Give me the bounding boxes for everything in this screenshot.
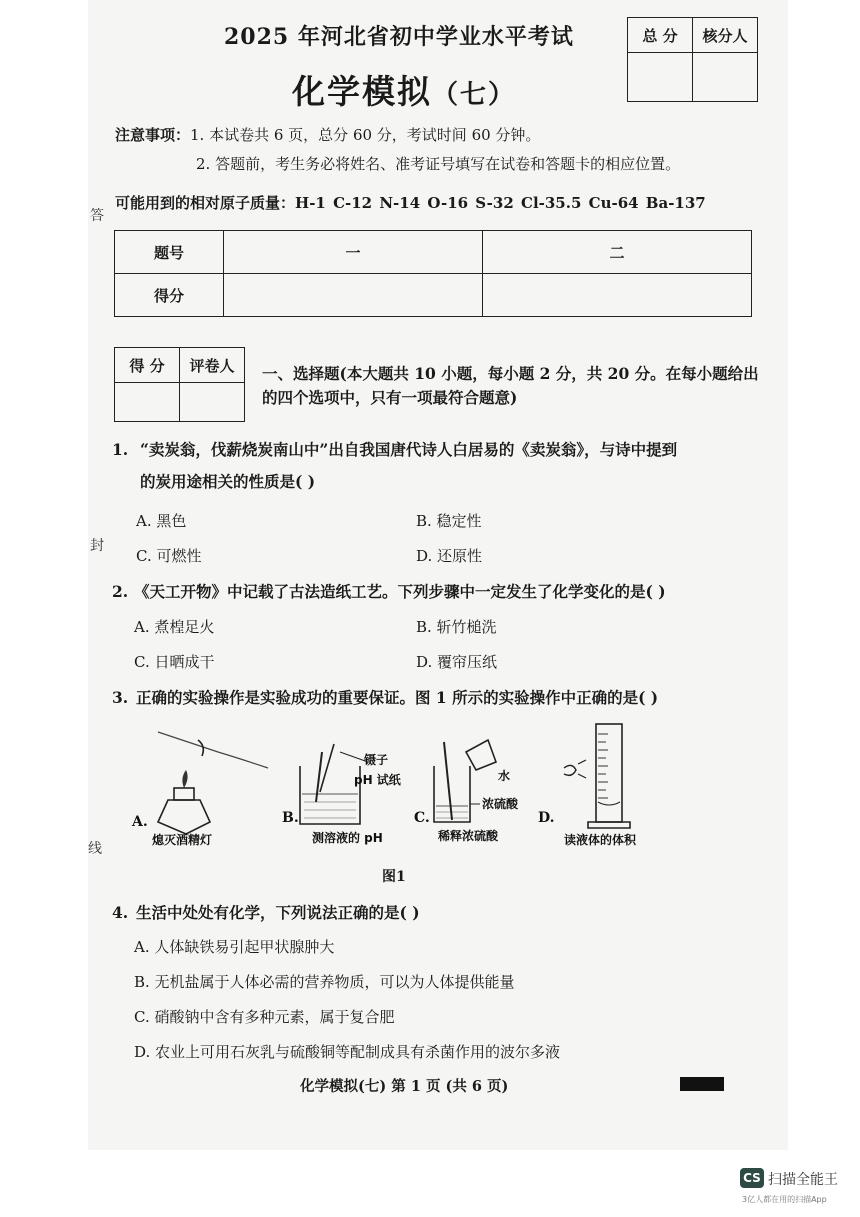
margin-mark: 封 — [90, 538, 104, 554]
figure-option-letter: A. — [132, 814, 148, 830]
question-stem: 的炭用途相关的性质是( ) — [140, 472, 316, 491]
figure-item-c — [414, 740, 519, 843]
question-number: 4. — [112, 903, 129, 922]
section-one-heading: 一、选择题(本大题共 10 小题，每小题 2 分，共 20 分。在每小题给出的四个选项中，只有一项最符合题意) — [262, 364, 759, 407]
question-stem: 《天工开物》中记载了古法造纸工艺。下列步骤中一定发生了化学变化的是( ) — [134, 582, 666, 601]
option-item: B. 斩竹槌洗 — [416, 618, 497, 636]
section-two-score-cell — [483, 274, 752, 317]
option-item: C. 可燃性 — [136, 547, 202, 565]
notice-line-2: 2. 答题前，考生务必将姓名、准考证号填写在试卷和答题卡的相应位置。 — [196, 155, 681, 173]
question-number-label: 题号 — [115, 231, 224, 274]
score-checker-cell — [693, 53, 758, 102]
barcode-mark — [680, 1077, 724, 1091]
figure-option-letter: B. — [282, 810, 299, 826]
figure-annotation: 镊子 — [364, 753, 389, 767]
atomic-masses — [115, 192, 706, 213]
question-stem: 正确的实验操作是实验成功的重要保证。图 1 所示的实验操作中正确的是( ) — [136, 688, 659, 707]
margin-mark: 线 — [88, 841, 102, 857]
grader-score-cell — [115, 383, 180, 422]
camscanner-logo-icon: CS — [740, 1168, 764, 1188]
option-item: D. 农业上可用石灰乳与硫酸铜等配制成具有杀菌作用的波尔多液 — [134, 1043, 561, 1061]
section-one-header: 一 — [224, 231, 483, 274]
option-item: D. 覆帘压纸 — [416, 653, 498, 671]
atomic-masses-values: H-1 C-12 N-14 O-16 S-32 Cl-35.5 Cu-64 Ba-137 — [295, 194, 706, 212]
option-item: C. 日晒成干 — [134, 653, 215, 671]
score-row-label: 得分 — [115, 274, 224, 317]
grader-box — [114, 347, 245, 422]
figure-caption: 图1 — [382, 869, 406, 885]
option-item: C. 硝酸钠中含有多种元素，属于复合肥 — [134, 1008, 395, 1026]
atomic-masses-label: 可能用到的相对原子质量： — [115, 194, 296, 212]
figure-annotation: pH 试纸 — [354, 773, 401, 787]
grader-name-label: 评卷人 — [180, 348, 245, 383]
figure-option-letter: C. — [414, 810, 430, 826]
figure-item-b — [282, 744, 402, 845]
option-item: A. 黑色 — [136, 512, 187, 530]
camscanner-name: 扫描全能王 — [768, 1172, 838, 1188]
figure-annotation: 浓硫酸 — [482, 797, 519, 811]
question-number: 3. — [112, 688, 129, 707]
figure-item-label: 熄灭酒精灯 — [152, 833, 213, 847]
figure-annotation: 水 — [498, 769, 511, 783]
option-item: D. 还原性 — [416, 547, 483, 565]
subtitle-main: 化学模拟 — [292, 72, 432, 111]
total-score-label: 总 分 — [628, 18, 693, 53]
section-one-score-cell — [224, 274, 483, 317]
question-stem: “卖炭翁，伐薪烧炭南山中”出自我国唐代诗人白居易的《卖炭翁》，与诗中提到 — [140, 440, 678, 459]
exam-subtitle — [292, 66, 516, 113]
option-item: A. 人体缺铁易引起甲状腺肿大 — [134, 938, 335, 956]
grader-name-cell — [180, 383, 245, 422]
page-footer: 化学模拟(七) 第 1 页 (共 6 页) — [300, 1078, 509, 1095]
notice-text-1: 1. 本试卷共 6 页，总分 60 分，考试时间 60 分钟。 — [190, 126, 541, 144]
camscanner-tagline: 3亿人都在用的扫描App — [742, 1195, 827, 1204]
figure-item-label: 读液体的体积 — [564, 833, 637, 847]
figure-option-letter: D. — [538, 810, 555, 826]
total-score-box — [627, 17, 758, 102]
figure-item-label: 稀释浓硫酸 — [438, 829, 499, 843]
figure-item-a — [131, 732, 268, 847]
total-score-cell — [628, 53, 693, 102]
exam-title: 2025 年河北省初中学业水平考试 — [224, 24, 574, 50]
subtitle-paren: （七） — [432, 80, 517, 110]
question-number: 1. — [112, 440, 129, 459]
figure-1-illustration — [128, 722, 668, 854]
notice-line-1 — [115, 125, 540, 145]
question-number: 2. — [112, 582, 129, 601]
question-stem: 生活中处处有化学，下列说法正确的是( ) — [136, 903, 420, 922]
section-two-header: 二 — [483, 231, 752, 274]
question-score-table — [114, 230, 752, 317]
option-item: B. 无机盐属于人体必需的营养物质，可以为人体提供能量 — [134, 973, 515, 991]
option-item: B. 稳定性 — [416, 512, 482, 530]
figure-item-label: 测溶液的 pH — [312, 831, 383, 845]
notice-label: 注意事项： — [115, 126, 191, 144]
grader-score-label: 得 分 — [115, 348, 180, 383]
figure-item-d — [538, 724, 637, 847]
score-checker-label: 核分人 — [693, 18, 758, 53]
margin-mark: 答 — [90, 208, 104, 224]
option-item: A. 煮楻足火 — [134, 618, 215, 636]
